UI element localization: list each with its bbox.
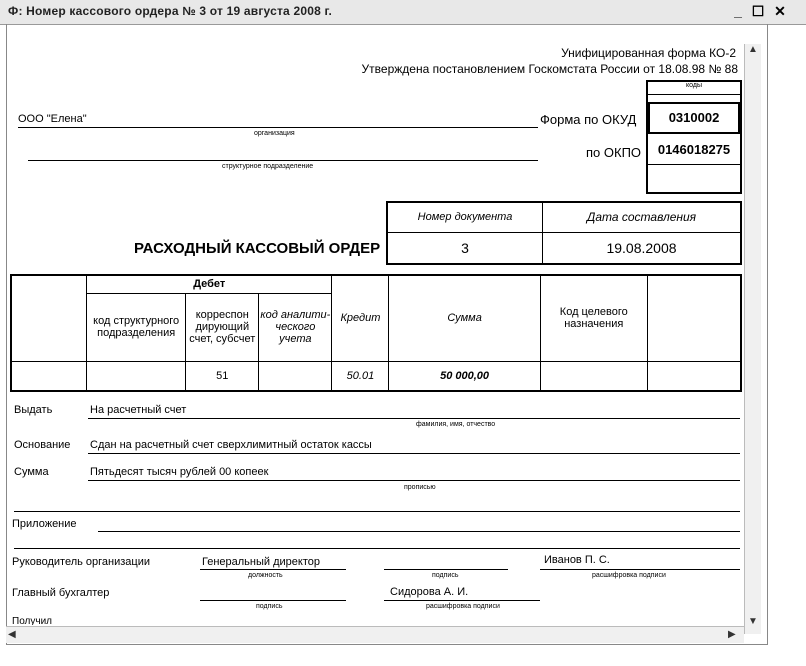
codes-box xyxy=(646,80,742,194)
document-date: 19.08.2008 xyxy=(543,232,742,264)
debet-header: Дебет xyxy=(87,275,332,293)
unified-form-label: Унифицированная форма КО-2 xyxy=(561,46,736,60)
corr-account-header: корреспон дирующий счет, субсчет xyxy=(186,293,259,361)
row-sum: 50 000,00 xyxy=(389,361,540,391)
accountant-name: Сидорова А. И. xyxy=(390,586,469,598)
division-caption: структурное подразделение xyxy=(222,163,314,170)
credit-header: Кредит xyxy=(332,275,389,361)
accountant-label: Главный бухгалтер xyxy=(12,587,110,599)
purpose-code-header: Код целевого назначения xyxy=(540,275,647,361)
horizontal-scrollbar[interactable] xyxy=(6,626,744,643)
blank-header xyxy=(11,293,87,361)
okud-value: 0310002 xyxy=(668,110,720,125)
scroll-down-icon[interactable]: ▼ xyxy=(748,616,758,627)
okpo-label: по ОКПО xyxy=(586,145,642,160)
approved-label: Утверждена постановлением Госкомстата России от 18.08.98 № 88 xyxy=(361,62,738,76)
minimize-button[interactable]: _ xyxy=(734,3,742,19)
division-code-header: код структурного подразделения xyxy=(87,293,186,361)
analytic-code-header: код аналити-ческого учета xyxy=(259,293,332,361)
document-title: РАСХОДНЫЙ КАССОВЫЙ ОРДЕР xyxy=(134,240,381,257)
sum-header: Сумма xyxy=(389,275,540,361)
sum-caption: прописью xyxy=(404,484,436,491)
head-position: Генеральный директор xyxy=(202,556,320,568)
document-number: 3 xyxy=(387,232,543,264)
issue-value: На расчетный счет xyxy=(90,404,187,416)
scroll-up-icon[interactable]: ▲ xyxy=(748,44,758,55)
number-header: Номер документа xyxy=(387,202,543,232)
attachment-label: Приложение xyxy=(12,518,77,530)
received-label: Получил xyxy=(12,616,52,625)
row-analytic-code xyxy=(259,361,332,391)
sum-label: Сумма xyxy=(14,466,49,478)
row-purpose-code xyxy=(540,361,647,391)
row-corr-account: 51 xyxy=(186,361,259,391)
head-name-caption: расшифровка подписи xyxy=(592,572,666,579)
accountant-name-caption: расшифровка подписи xyxy=(426,603,500,610)
issue-label: Выдать xyxy=(14,404,53,416)
sum-value: Пятьдесят тысяч рублей 00 копеек xyxy=(90,466,269,478)
accountant-sign-caption: подпись xyxy=(256,603,283,610)
organization-name: ООО "Елена" xyxy=(18,113,87,125)
codes-label: коды xyxy=(686,82,702,89)
date-header: Дата составления xyxy=(543,202,742,232)
head-position-caption: должность xyxy=(248,572,283,579)
scroll-right-icon[interactable]: ▶ xyxy=(728,629,736,640)
row-division-code xyxy=(87,361,186,391)
window-title: Ф: Номер кассового ордера № 3 от 19 августа 2008 г. xyxy=(8,4,333,18)
accounting-table xyxy=(10,274,742,392)
extra-header xyxy=(647,275,741,361)
vertical-scrollbar[interactable] xyxy=(744,44,761,634)
head-name: Иванов П. С. xyxy=(544,554,610,566)
row-blank xyxy=(11,361,87,391)
scroll-left-icon[interactable]: ◀ xyxy=(8,629,16,640)
issue-caption: фамилия, имя, отчество xyxy=(416,421,496,428)
head-label: Руководитель организации xyxy=(12,556,151,568)
okpo-value: 0146018275 xyxy=(657,142,731,157)
head-sign-caption: подпись xyxy=(432,572,459,579)
organization-caption: организация xyxy=(254,130,295,137)
row-credit: 50.01 xyxy=(332,361,389,391)
document-number-table xyxy=(386,201,742,265)
row-extra xyxy=(647,361,741,391)
basis-value: Сдан на расчетный счет сверхлимитный остаток кассы xyxy=(90,439,372,451)
maximize-button[interactable]: ☐ xyxy=(751,3,765,19)
basis-label: Основание xyxy=(14,439,71,451)
close-button[interactable]: ✕ xyxy=(774,3,786,19)
window-titlebar xyxy=(0,0,806,25)
okud-label: Форма по ОКУД xyxy=(540,112,637,127)
